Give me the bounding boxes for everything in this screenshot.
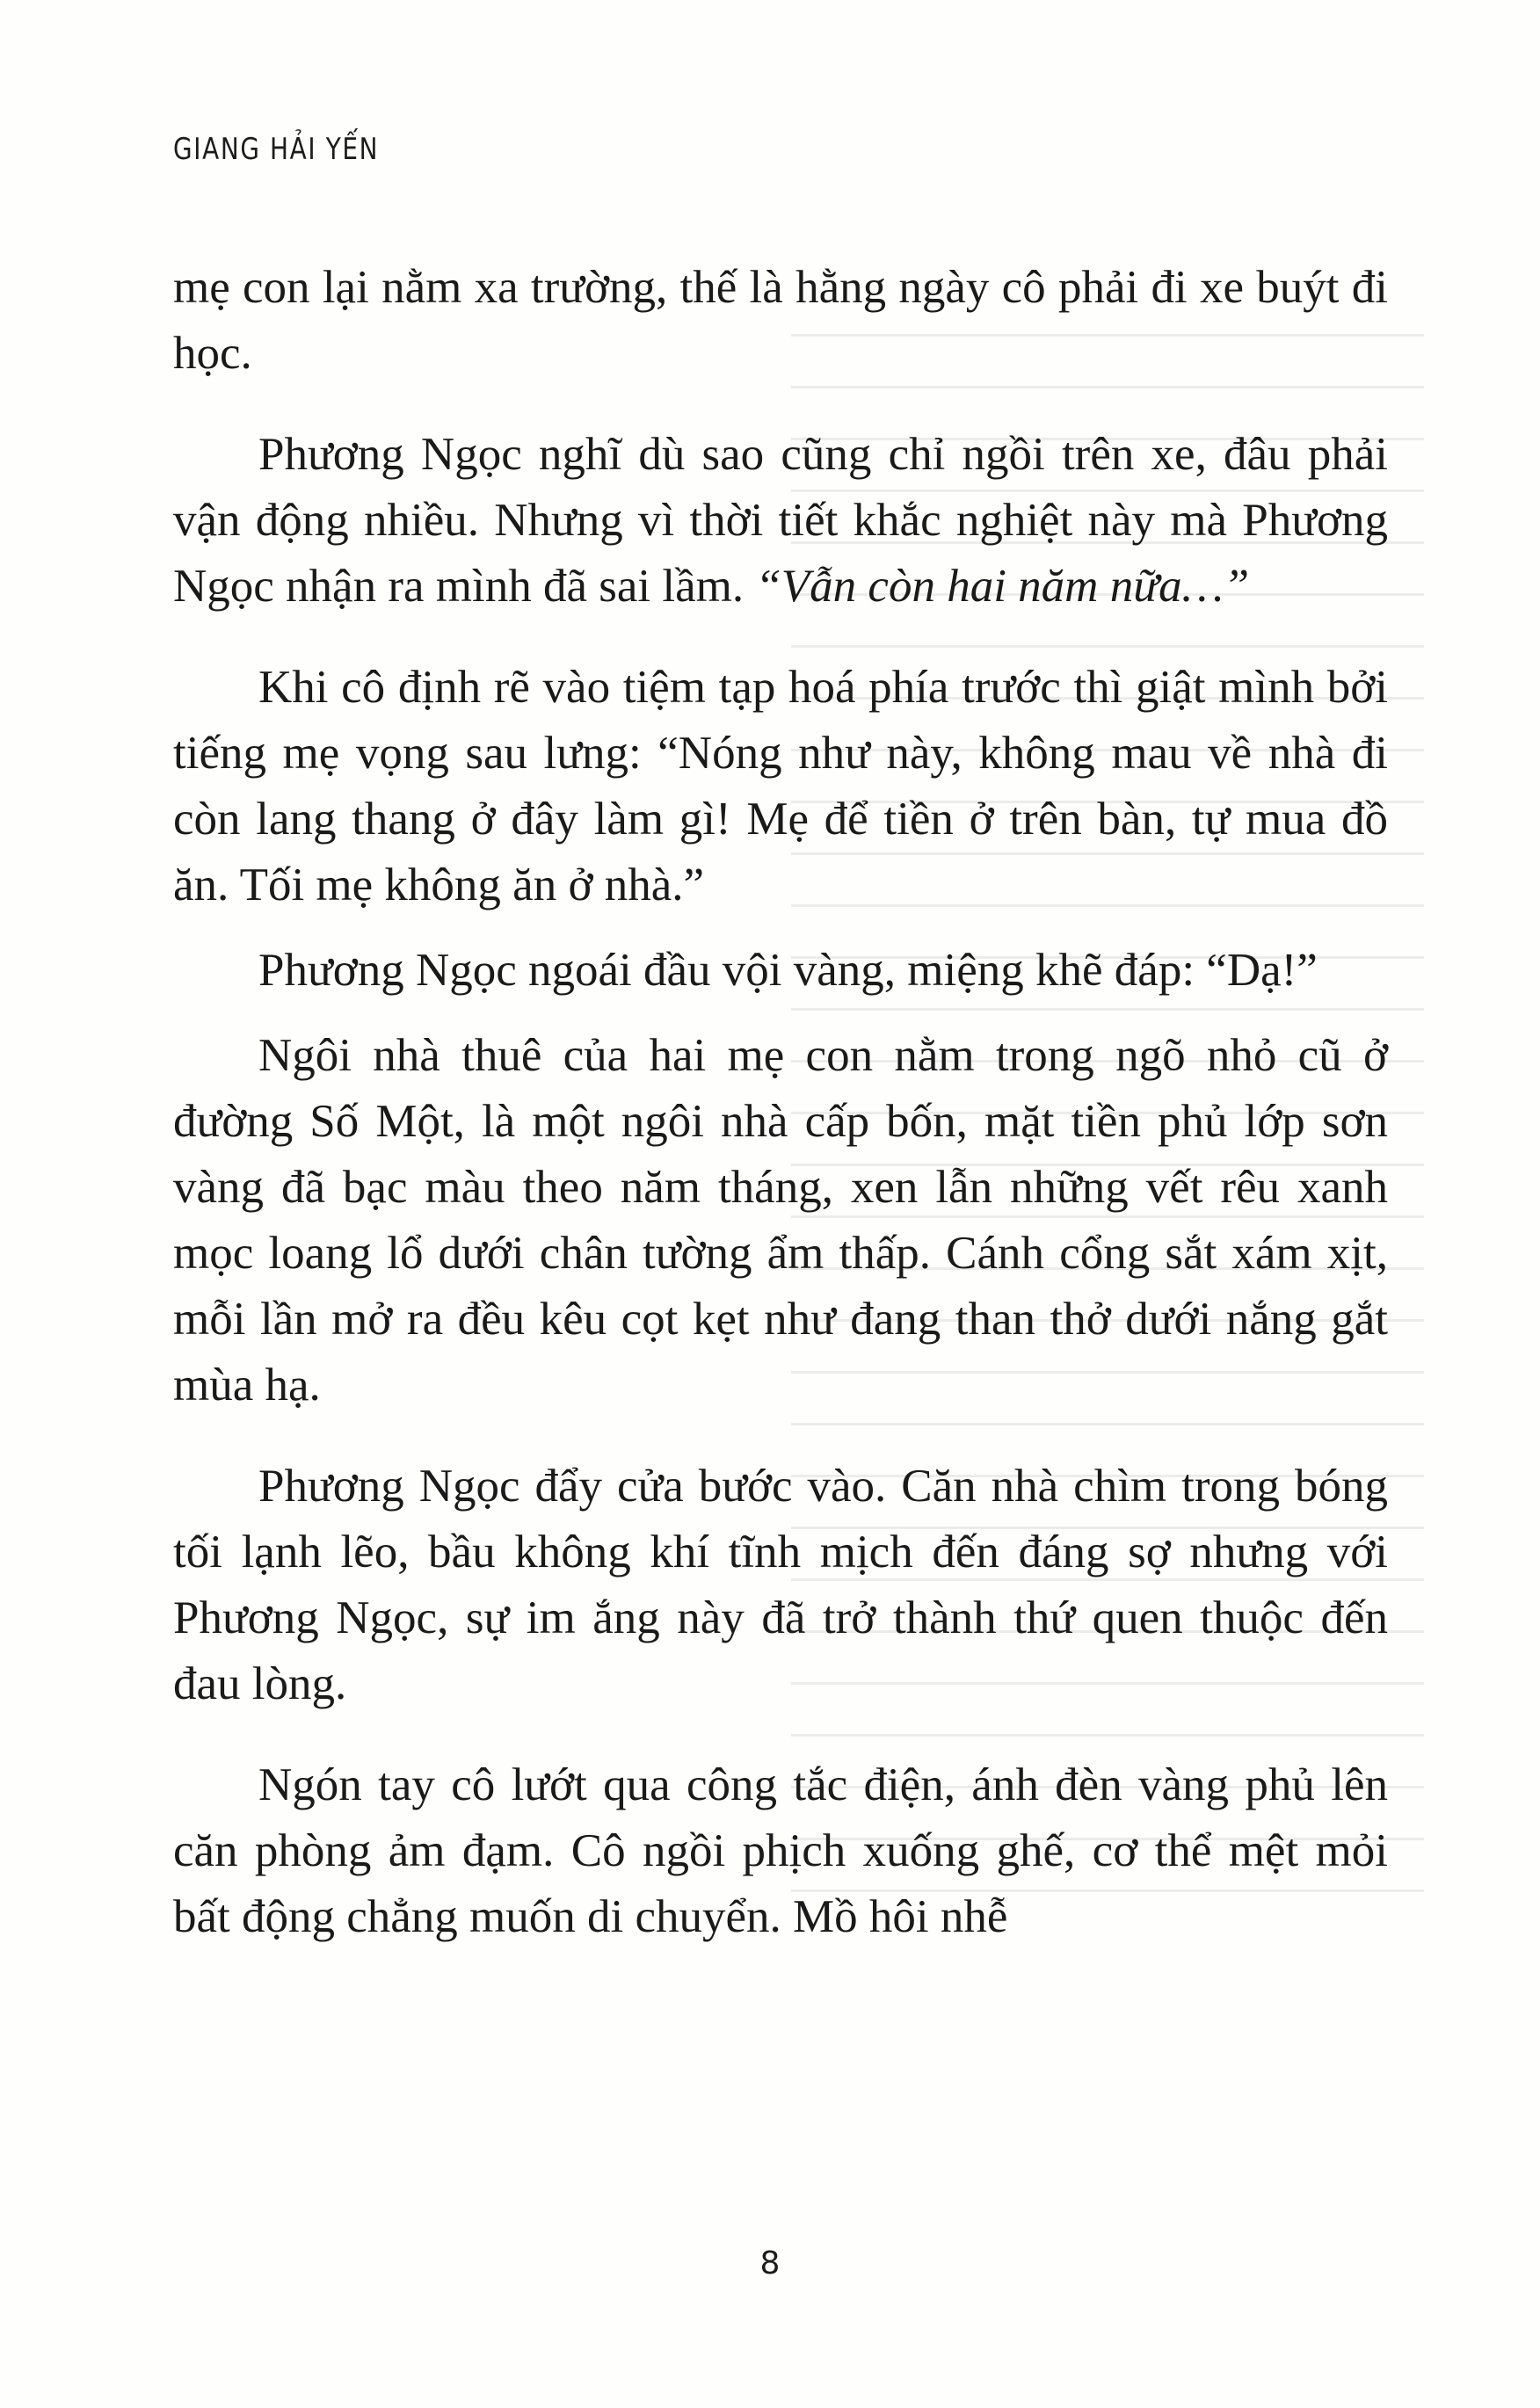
running-head: GIANG HẢI YẾN [173, 132, 380, 167]
paragraph-text: Phương Ngọc nghĩ dù sao cũng chỉ ngồi trên xe, đâu phải vận động nhiều. Nhưng vì thời tiết khắc nghiệt này mà Phương Ngọc nhận ra mình đã sai lầm. [173, 429, 1388, 612]
paragraph [173, 422, 1388, 620]
body-text [173, 255, 1388, 1950]
paragraph: Khi cô định rẽ vào tiệm tạp hoá phía trước thì giật mình bởi tiếng mẹ vọng sau lưng: “Nóng như này, không mau về nhà đi còn lang thang ở đây làm gì! Mẹ để tiền ở trên bàn, tự mua đồ ăn. Tối mẹ không ăn ở nhà.” [173, 662, 1388, 910]
paragraph: mẹ con lại nằm xa trường, thế là hằng ngày cô phải đi xe buýt đi học. [173, 262, 1388, 379]
paragraph: Phương Ngọc ngoái đầu vội vàng, miệng khẽ đáp: “Dạ!” [258, 945, 1318, 996]
paragraph: Ngón tay cô lướt qua công tắc điện, ánh đèn vàng phủ lên căn phòng ảm đạm. Cô ngồi phịch xuống ghế, cơ thể mệt mỏi bất động chẳng muốn di chuyển. Mồ hôi nhễ [173, 1759, 1388, 1942]
page-number: 8 [759, 2245, 781, 2281]
paragraph: Phương Ngọc đẩy cửa bước vào. Căn nhà chìm trong bóng tối lạnh lẽo, bầu không khí tĩnh mịch đến đáng sợ nhưng với Phương Ngọc, sự im ắng này đã trở thành thứ quen thuộc đến đau lòng. [173, 1461, 1388, 1709]
paragraph: Ngôi nhà thuê của hai mẹ con nằm trong ngõ nhỏ cũ ở đường Số Một, là một ngôi nhà cấp bốn, mặt tiền phủ lớp sơn vàng đã bạc màu theo năm tháng, xen lẫn những vết rêu xanh mọc loang lổ dưới chân tường ẩm thấp. Cánh cổng sắt xám xịt, mỗi lần mở ra đều kêu cọt kẹt như đang than thở dưới nắng gắt mùa hạ. [173, 1030, 1388, 1411]
italic-quote: “Vẫn còn hai năm nữa…” [755, 561, 1250, 612]
